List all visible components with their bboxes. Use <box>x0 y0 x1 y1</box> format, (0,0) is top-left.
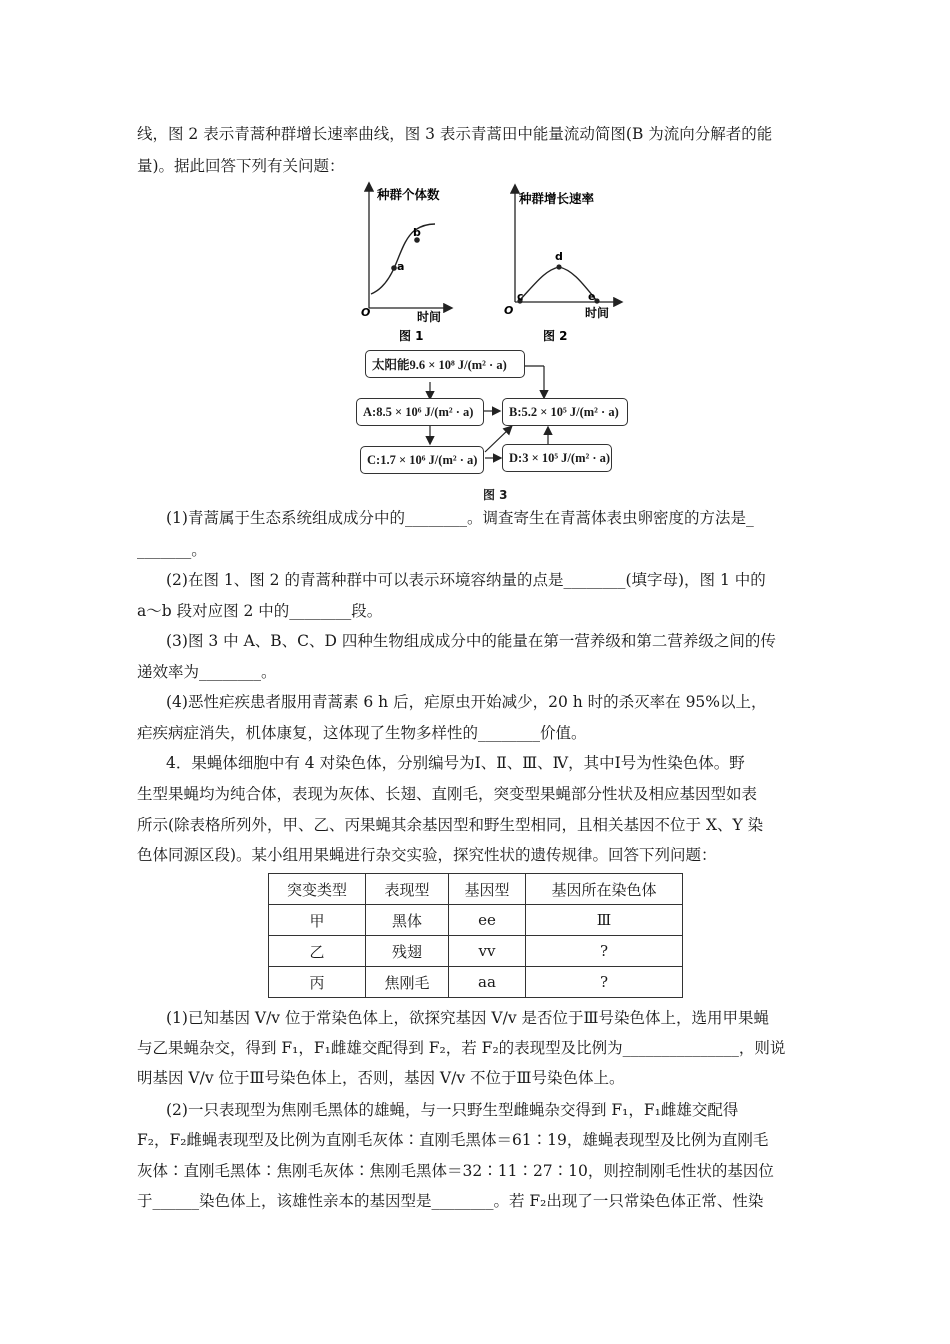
q3-part3-line2: 递效率为________。 <box>137 663 277 681</box>
q3-part4-line2: 疟疾病症消失，机体康复，这体现了生物多样性的________价值。 <box>137 724 587 742</box>
q4-stem-line4: 色体同源区段)。某小组用果蝇进行杂交实验，探究性状的遗传规律。回答下列问题： <box>137 846 717 864</box>
figure-1 <box>355 180 455 345</box>
table-cell: ? <box>526 967 683 998</box>
figure-2-xlabel: 时间 <box>585 306 610 320</box>
figure-3-sun-box: 太阳能9.6 × 10⁸ J/(m² · a) <box>365 350 525 378</box>
q4-stem-line3: 所示(除表格所列外，甲、乙、丙果蝇其余基因型和野生型相同，且相关基因不位于 X、Y 染 <box>137 816 764 834</box>
figure-1-caption: 图 1 <box>399 329 424 343</box>
figure-2-curve <box>519 267 597 301</box>
figure-2-caption: 图 2 <box>543 329 568 343</box>
figure-1-point-a <box>391 265 397 271</box>
genotype-table <box>268 873 683 998</box>
q3-part1-line1: (1)青蒿属于生态系统组成成分中的________。调查寄生在青蒿体表虫卵密度的方法是_ <box>166 509 754 527</box>
figure-3-caption: 图 3 <box>483 488 508 502</box>
figure-2-point-d <box>556 264 561 269</box>
figure-1-label-a: a <box>397 260 405 273</box>
figure-2-label-c: c <box>517 290 524 303</box>
q3-part1-line2: _______。 <box>137 541 207 559</box>
q4-part1-line3: 明基因 V/v 位于Ⅲ号染色体上，否则，基因 V/v 不位于Ⅲ号染色体上。 <box>137 1069 625 1087</box>
table-header: 突变类型 <box>269 874 366 905</box>
table-cell: ? <box>526 936 683 967</box>
figure-1-curve <box>371 224 435 294</box>
table-cell: ee <box>449 905 526 936</box>
table-row <box>269 905 683 936</box>
figure-3-box-d: D:3 × 10⁵ J/(m² · a) <box>502 444 612 472</box>
q4-part2-line1: (2)一只表现型为焦刚毛黑体的雄蝇，与一只野生型雌蝇杂交得到 F₁，F₁雌雄交配得 <box>166 1101 739 1119</box>
table-row <box>269 967 683 998</box>
figure-3-box-a: A:8.5 × 10⁶ J/(m² · a) <box>356 398 484 426</box>
table-header: 基因所在染色体 <box>526 874 683 905</box>
q4-part2-line2: F₂，F₂雌蝇表现型及比例为直刚毛灰体∶直刚毛黑体＝61∶19，雄蝇表现型及比例为直刚毛 <box>137 1131 769 1149</box>
q3-part4-line1: (4)恶性疟疾患者服用青蒿素 6 h 后，疟原虫开始减少，20 h 时的杀灭率在 95%以上， <box>166 693 767 711</box>
table-cell: 黑体 <box>366 905 449 936</box>
figure-2-origin: O <box>504 304 514 317</box>
intro-line-2: 量)。据此回答下列有关问题： <box>137 157 345 175</box>
table-cell: 残翅 <box>366 936 449 967</box>
figure-2-label-d: d <box>555 250 563 263</box>
table-cell: aa <box>449 967 526 998</box>
table-cell: 乙 <box>269 936 366 967</box>
q3-part3-line1: (3)图 3 中 A、B、C、D 四种生物组成成分中的能量在第一营养级和第二营养级之间的传 <box>166 632 776 650</box>
table-header: 表现型 <box>366 874 449 905</box>
table-header-row <box>269 874 683 905</box>
intro-line-1: 线，图 2 表示青蒿种群增长速率曲线，图 3 表示青蒿田中能量流动简图(B 为流向分解者的能 <box>137 125 773 143</box>
q4-part1-line2: 与乙果蝇杂交，得到 F₁，F₁雌雄交配得到 F₂，若 F₂的表现型及比例为_______________，则说 <box>137 1039 786 1057</box>
q4-part2-line3: 灰体∶直刚毛黑体∶焦刚毛灰体∶焦刚毛黑体＝32∶11∶27∶10，则控制刚毛性状的基因位 <box>137 1162 774 1180</box>
table-cell: vv <box>449 936 526 967</box>
q4-part1-line1: (1)已知基因 V/v 位于常染色体上，欲探究基因 V/v 是否位于Ⅲ号染色体上，选用甲果蝇 <box>166 1009 769 1027</box>
table-header: 基因型 <box>449 874 526 905</box>
q4-part2-line4: 于______染色体上，该雄性亲本的基因型是________。若 F₂出现了一只常染色体正常、性染 <box>137 1192 764 1210</box>
figure-2 <box>495 180 625 345</box>
figure-1-xlabel: 时间 <box>417 310 442 324</box>
table-cell: 焦刚毛 <box>366 967 449 998</box>
figure-3-box-b: B:5.2 × 10⁵ J/(m² · a) <box>502 398 628 426</box>
figure-2-label-e: e <box>588 290 596 303</box>
q4-stem-line1: 4．果蝇体细胞中有 4 对染色体，分别编号为Ⅰ、Ⅱ、Ⅲ、Ⅳ，其中Ⅰ号为性染色体。野 <box>166 754 745 772</box>
table-cell: 丙 <box>269 967 366 998</box>
figure-3-box-c: C:1.7 × 10⁶ J/(m² · a) <box>360 446 484 474</box>
figure-1-label-b: b <box>413 226 421 239</box>
figure-1-origin: O <box>361 306 371 319</box>
q3-part2-line1: (2)在图 1、图 2 的青蒿种群中可以表示环境容纳量的点是________(填字母)，图 1 中的 <box>166 571 766 589</box>
table-cell: Ⅲ <box>526 905 683 936</box>
figure-2-ylabel: 种群增长速率 <box>519 191 595 206</box>
table-cell: 甲 <box>269 905 366 936</box>
figure-1-ylabel: 种群个体数 <box>377 187 440 202</box>
table-row <box>269 936 683 967</box>
q3-part2-line2: a～b 段对应图 2 中的________段。 <box>137 602 383 620</box>
q4-stem-line2: 生型果蝇均为纯合体，表现为灰体、长翅、直刚毛，突变型果蝇部分性状及相应基因型如表 <box>137 785 758 803</box>
